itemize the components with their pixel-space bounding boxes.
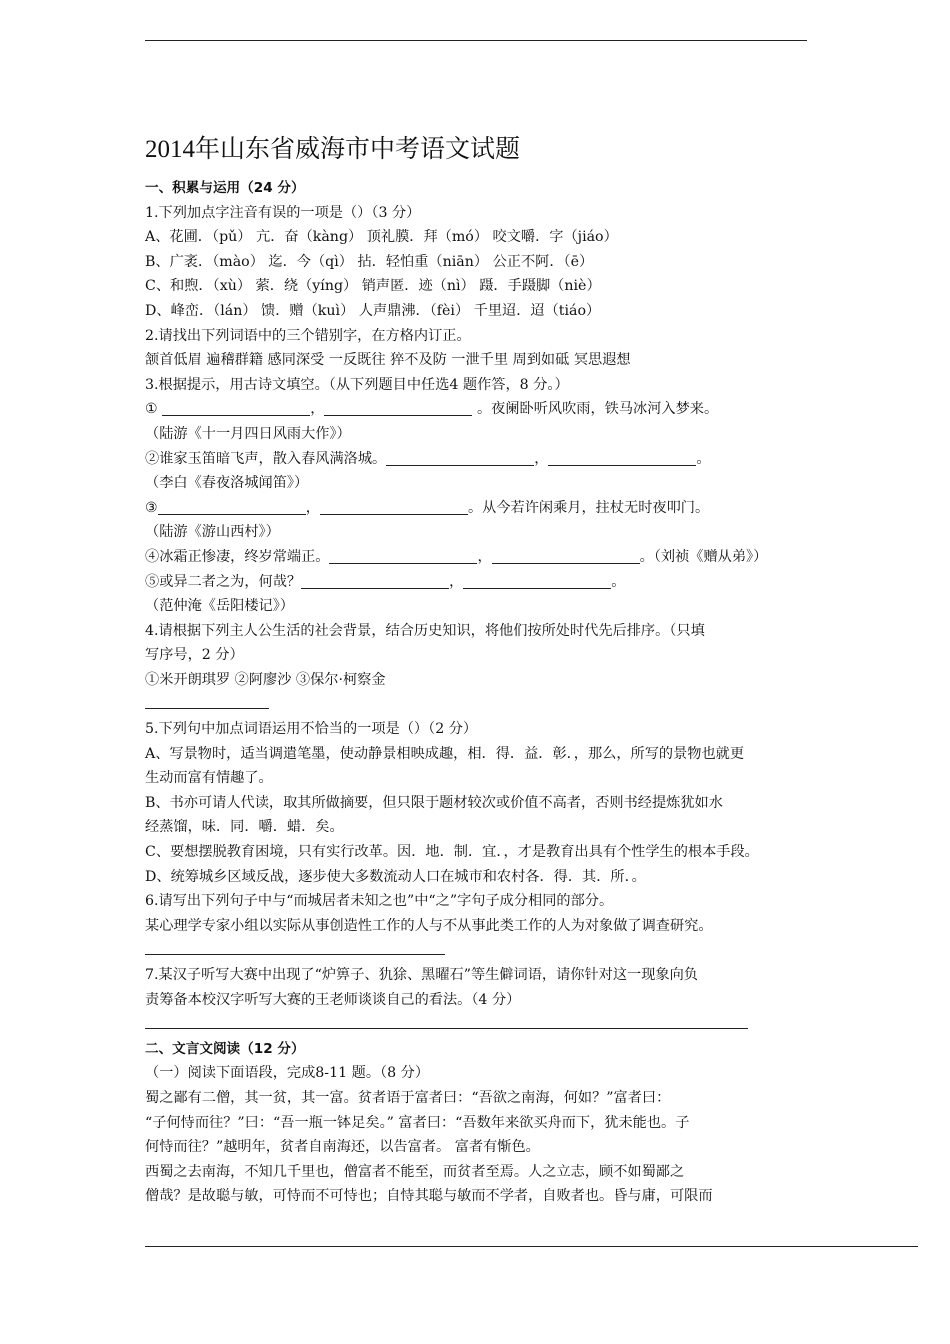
question-stem: 1.下列加点字注音有误的一项是（）（3 分）: [145, 204, 421, 221]
poem-source: （陆游《游山西村》）: [145, 524, 280, 541]
option-d: D、统筹城乡区域反战，逐步使大多数流动人口在城市和农村各．得．其．所．。: [145, 868, 646, 885]
subsection-heading: （一）阅读下面语段，完成8-11 题。（8 分）: [145, 1065, 430, 1082]
option-a: A、花圃．（pǔ） 亢．奋（kàng） 顶礼膜．拜（mó） 咬文嚼．字（jiáo）: [145, 229, 618, 246]
poem-item: ④冰霜正惨凄，终岁常端正。 ， 。（刘祯《赠从弟》）: [145, 548, 768, 565]
answer-blank[interactable]: [158, 499, 306, 515]
answer-blank[interactable]: [320, 499, 468, 515]
answer-blank[interactable]: [386, 450, 534, 466]
question-sentence: 某心理学专家小组以实际从事创造性工作的人与不从事此类工作的人为对象做了调查研究。: [145, 917, 713, 934]
answer-line[interactable]: [145, 692, 817, 717]
question-stem-cont: 责筹备本校汉字听写大赛的王老师谈谈自己的看法。（4 分）: [145, 991, 521, 1008]
option-d: D、峰峦．（lán） 馈．赠（kuì） 人声鼎沸．（fèi） 千里迢．迢（tiáo）: [145, 302, 601, 319]
passage-line: “子何恃而往？”曰：“吾一瓶一钵足矣。” 富者曰：“吾数年来欲买舟而下，犹未能也。子: [145, 1114, 690, 1131]
word-list: 颔首低眉 遍稽群籍 感同深受 一反既往 猝不及防 一泄千里 周到如砥 冥思遐想: [145, 352, 631, 369]
character-list: ①米开朗琪罗 ②阿廖沙 ③保尔·柯察金: [145, 671, 386, 688]
poem-item: ②谁家玉笛暗飞声，散入春风满洛城。 ， 。: [145, 450, 711, 467]
answer-line[interactable]: [145, 1012, 817, 1037]
question-stem: 6.请写出下列句子中与“而城居者未知之也”中“之”字句子成分相同的部分。: [145, 893, 614, 910]
passage-line: 蜀之鄙有二僧，其一贫，其一富。贫者语于富者曰：“吾欲之南海，何如？”富者曰：: [145, 1089, 671, 1106]
footer-rule: [145, 1246, 918, 1247]
document-body: [145, 176, 817, 1209]
option-a: A、写景物时，适当调遣笔墨，使动静景相映成趣，相．得．益．彰．，那么，所写的景物也就更: [145, 745, 745, 762]
question-stem: 2.请找出下列词语中的三个错别字，在方格内订正。: [145, 327, 471, 344]
answer-blank[interactable]: [162, 400, 310, 416]
poem-source: （李白《春夜洛城闻笛》）: [145, 475, 309, 492]
item-suffix: 。夜阑卧听风吹雨，铁马冰河入梦来。: [476, 401, 719, 418]
question-stem: 5.下列句中加点词语运用不恰当的一项是（）（2 分）: [145, 721, 478, 738]
question-stem: 3.根据提示，用古诗文填空。（从下列题目中任选4 题作答，8 分。）: [145, 376, 569, 393]
poem-source: （范仲淹《岳阳楼记》）: [145, 598, 294, 615]
answer-line[interactable]: [145, 938, 817, 963]
answer-blank[interactable]: [329, 548, 477, 564]
section-heading: 一、积累与运用（24 分）: [145, 180, 305, 196]
answer-blank[interactable]: [492, 548, 640, 564]
poem-item: ③ ， 。从今若许闲乘月，拄杖无时夜叩门。: [145, 499, 710, 516]
page-title: 2014年山东省威海市中考语文试题: [145, 136, 521, 163]
item-prefix: ①: [145, 401, 158, 418]
section-heading: 二、文言文阅读（12 分）: [145, 1040, 305, 1057]
option-b-cont: 经蒸馏，味．同．嚼．蜡．矣。: [145, 819, 344, 836]
poem-item: ① ， 。夜阑卧听风吹雨，铁马冰河入梦来。: [145, 401, 719, 418]
question-stem: 4.请根据下列主人公生活的社会背景，结合历史知识，将他们按所处时代先后排序。（只填: [145, 622, 705, 639]
answer-blank[interactable]: [301, 573, 449, 589]
question-stem-cont: 写序号，2 分）: [145, 647, 244, 664]
header-rule: [145, 40, 807, 41]
answer-blank[interactable]: [463, 573, 611, 589]
answer-blank[interactable]: [548, 450, 696, 466]
option-b: B、书亦可请人代读，取其所做摘要，但只限于题材较次或价值不高者，否则书经提炼犹如水: [145, 794, 723, 811]
passage-line: 西蜀之去南海，不知几千里也，僧富者不能至，而贫者至焉。人之立志，顾不如蜀鄙之: [145, 1163, 685, 1180]
option-c: C、和煦．（xù） 萦．绕（yíng） 销声匿．迹（nì） 蹑．手蹑脚（niè）: [145, 278, 601, 295]
option-b: B、广袤．（mào） 迄．今（qì） 拈．轻怕重（niān） 公正不阿．（ē）: [145, 253, 594, 270]
poem-source: （陆游《十一月四日风雨大作》）: [145, 425, 351, 442]
answer-blank[interactable]: [324, 400, 472, 416]
option-a-cont: 生动而富有情趣了。: [145, 770, 273, 787]
passage-line: 何恃而往？”越明年，贫者自南海还，以告富者。 富者有惭色。: [145, 1139, 540, 1156]
question-stem: 7.某汉子听写大赛中出现了“炉箅子、犰狳、黑曜石”等生僻词语，请你针对这一现象向负: [145, 967, 698, 983]
option-c: C、要想摆脱教育困境，只有实行改革。因．地．制．宜．，才是教育出具有个性学生的根本手段。: [145, 844, 759, 861]
poem-item: ⑤或异二者之为，何哉？ ， 。: [145, 573, 626, 590]
passage-line: 僧哉？是故聪与敏，可恃而不可恃也；自恃其聪与敏而不学者，自败者也。昏与庸，可限而: [145, 1188, 713, 1205]
